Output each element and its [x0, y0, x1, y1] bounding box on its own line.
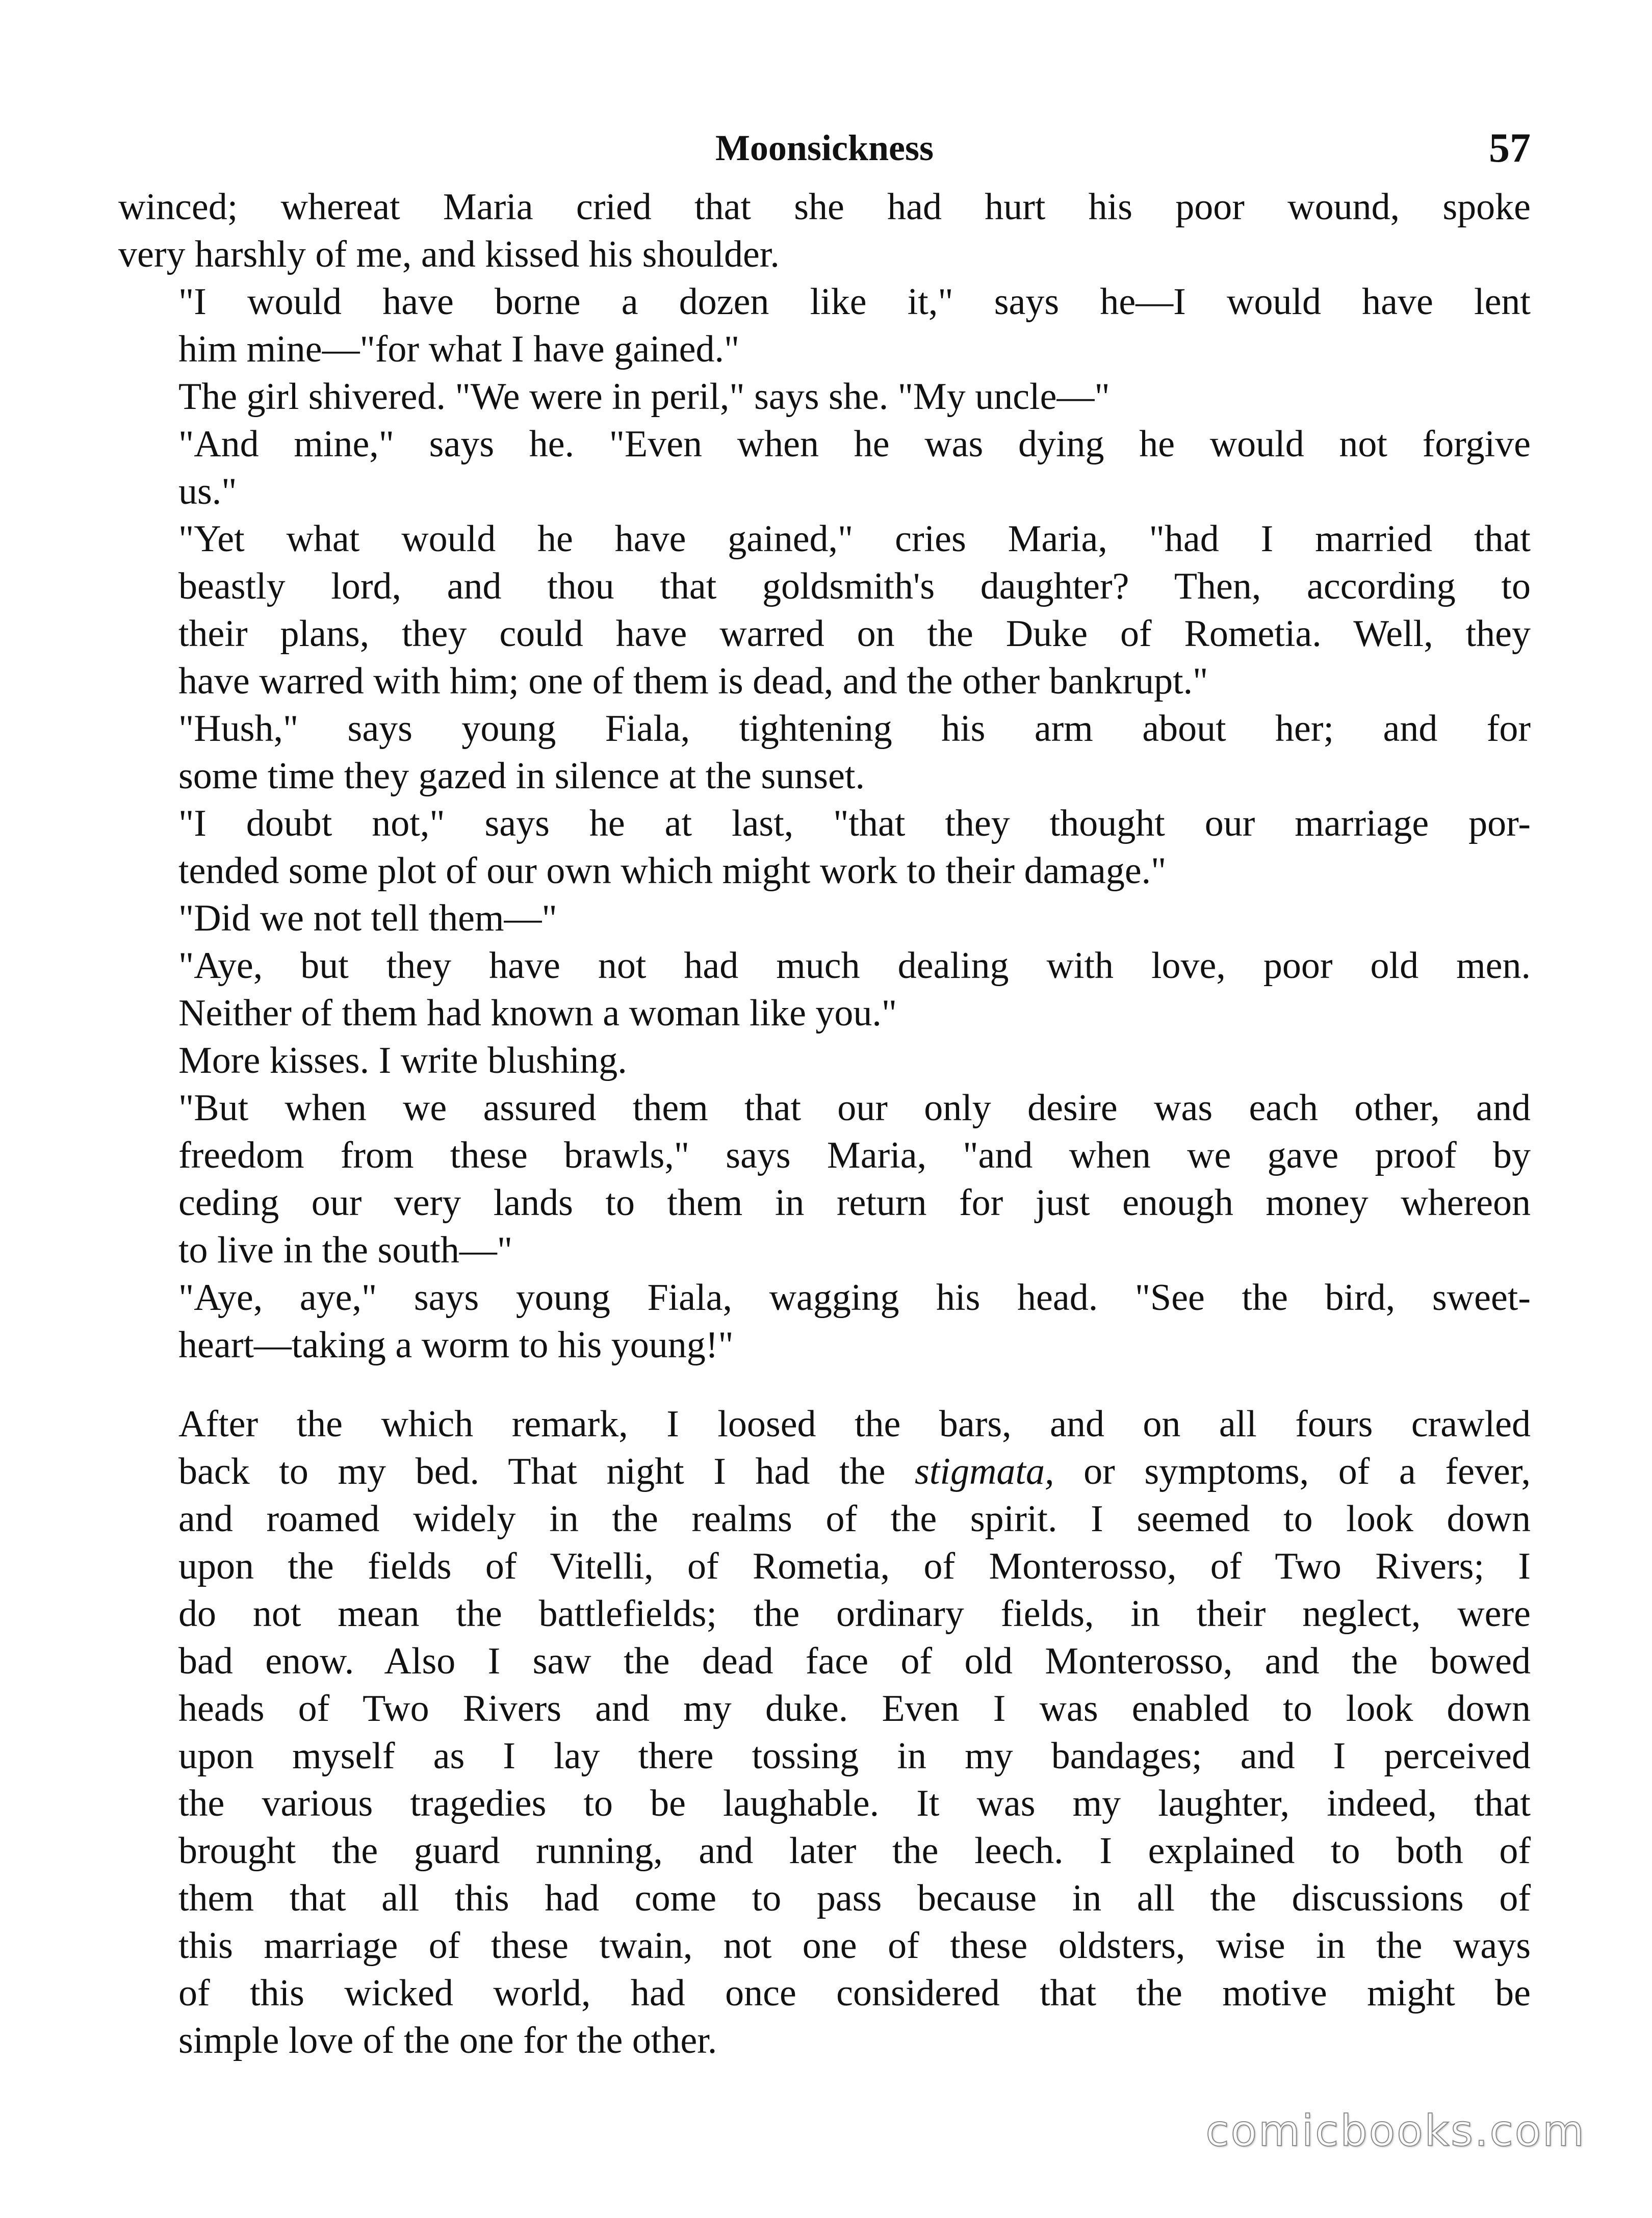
paragraph-line: have warred with him; one of them is dead, and the other bankrupt." [178, 660, 1208, 702]
paragraph [118, 1274, 1531, 1369]
paragraph [118, 515, 1531, 705]
paragraph-line: this marriage of these twain, not one of these oldsters, wise in the ways [178, 1925, 1531, 1967]
paragraph-line: "Aye, aye," says young Fiala, wagging his head. "See the bird, sweet- [178, 1277, 1531, 1319]
paragraph-line: do not mean the battlefields; the ordinary fields, in their neglect, were [178, 1593, 1531, 1635]
paragraph-line: After the which remark, I loosed the bars, and on all fours crawled [178, 1403, 1531, 1445]
paragraph-line: "Hush," says young Fiala, tightening his arm about her; and for [178, 708, 1531, 750]
paragraph [118, 895, 1531, 942]
paragraph-line: beastly lord, and thou that goldsmith's daughter? Then, according to [178, 565, 1531, 607]
paragraph-line: "I doubt not," says he at last, "that they thought our marriage por- [178, 803, 1531, 844]
paragraph-line: ceding our very lands to them in return for just enough money whereon [178, 1182, 1531, 1224]
paragraph-line: to live in the south—" [178, 1229, 513, 1271]
paragraph-line: the various tragedies to be laughable. It was my laughter, indeed, that [178, 1783, 1531, 1824]
paragraph-line: "But when we assured them that our only desire was each other, and [178, 1087, 1531, 1129]
paragraph-line: heart—taking a worm to his young!" [178, 1324, 734, 1366]
paragraph [118, 1037, 1531, 1085]
paragraph-line: "And mine," says he. "Even when he was dying he would not forgive [178, 423, 1531, 465]
paragraph-line: winced; whereat Maria cried that she had hurt his poor wound, spoke [118, 186, 1531, 228]
emphasis-stigmata: stigmata, [915, 1451, 1054, 1492]
paragraph-line: "Yet what would he have gained," cries Maria, "had I married that [178, 518, 1531, 560]
paragraph-line: upon the fields of Vitelli, of Rometia, of Monterosso, of Two Rivers; I [178, 1545, 1531, 1587]
paragraph-line: bad enow. Also I saw the dead face of old Monterosso, and the bowed [178, 1640, 1531, 1682]
paragraph-line: us." [178, 471, 237, 512]
paragraph-line: some time they gazed in silence at the sunset. [178, 755, 865, 797]
paragraph-line: and roamed widely in the realms of the spirit. I seemed to look down [178, 1498, 1531, 1540]
paragraph [118, 1085, 1531, 1274]
chapter-title: Moonsickness [715, 127, 934, 168]
section-gap [118, 1369, 1531, 1401]
dialogue-paragraphs [118, 184, 1531, 1369]
paragraph [118, 705, 1531, 800]
watermark-logo: comicbooks.com [1205, 2106, 1586, 2156]
closing-paragraph [118, 1401, 1531, 2065]
paragraph-line: their plans, they could have warred on the Duke of Rometia. Well, they [178, 613, 1531, 655]
paragraph [118, 421, 1531, 515]
paragraph-line: them that all this had come to pass because in all the discussions of [178, 1877, 1531, 1919]
paragraph [118, 278, 1531, 373]
page-number: 57 [1489, 124, 1531, 171]
paragraph [118, 800, 1531, 895]
body-text [118, 184, 1531, 2065]
paragraph [118, 942, 1531, 1037]
paragraph-line: "I would have borne a dozen like it," says he—I would have lent [178, 281, 1531, 323]
paragraph-line: simple love of the one for the other. [178, 2020, 717, 2061]
paragraph-line: of this wicked world, had once considered that the motive might be [178, 1972, 1531, 2014]
text-run: or symptoms, of a fever, [1054, 1451, 1531, 1492]
paragraph-line: upon myself as I lay there tossing in my bandages; and I perceived [178, 1735, 1531, 1777]
paragraph-line: "Aye, but they have not had much dealing with love, poor old men. [178, 945, 1531, 987]
paragraph-line: tended some plot of our own which might work to their damage." [178, 850, 1167, 892]
paragraph-line: brought the guard running, and later the leech. I explained to both of [178, 1830, 1531, 1872]
paragraph-line: very harshly of me, and kissed his shoulder. [118, 234, 780, 275]
running-head [118, 122, 1531, 184]
book-page [118, 122, 1531, 2065]
paragraph-line: heads of Two Rivers and my duke. Even I was enabled to look down [178, 1688, 1531, 1730]
closing-paragraph-rest [118, 1495, 1531, 2065]
paragraph-line: More kisses. I write blushing. [178, 1040, 627, 1081]
paragraph-line: him mine—"for what I have gained." [178, 328, 740, 370]
paragraph [118, 184, 1531, 278]
text-run: back to my bed. That night I had the [178, 1451, 915, 1492]
paragraph-line: "Did we not tell them—" [178, 897, 557, 939]
paragraph-line: Neither of them had known a woman like you." [178, 992, 897, 1034]
paragraph-line [118, 1448, 1531, 1495]
paragraph-line: freedom from these brawls," says Maria, "and when we gave proof by [178, 1134, 1531, 1176]
paragraph-line: The girl shivered. "We were in peril," says she. "My uncle—" [178, 376, 1110, 418]
paragraph [118, 373, 1531, 421]
